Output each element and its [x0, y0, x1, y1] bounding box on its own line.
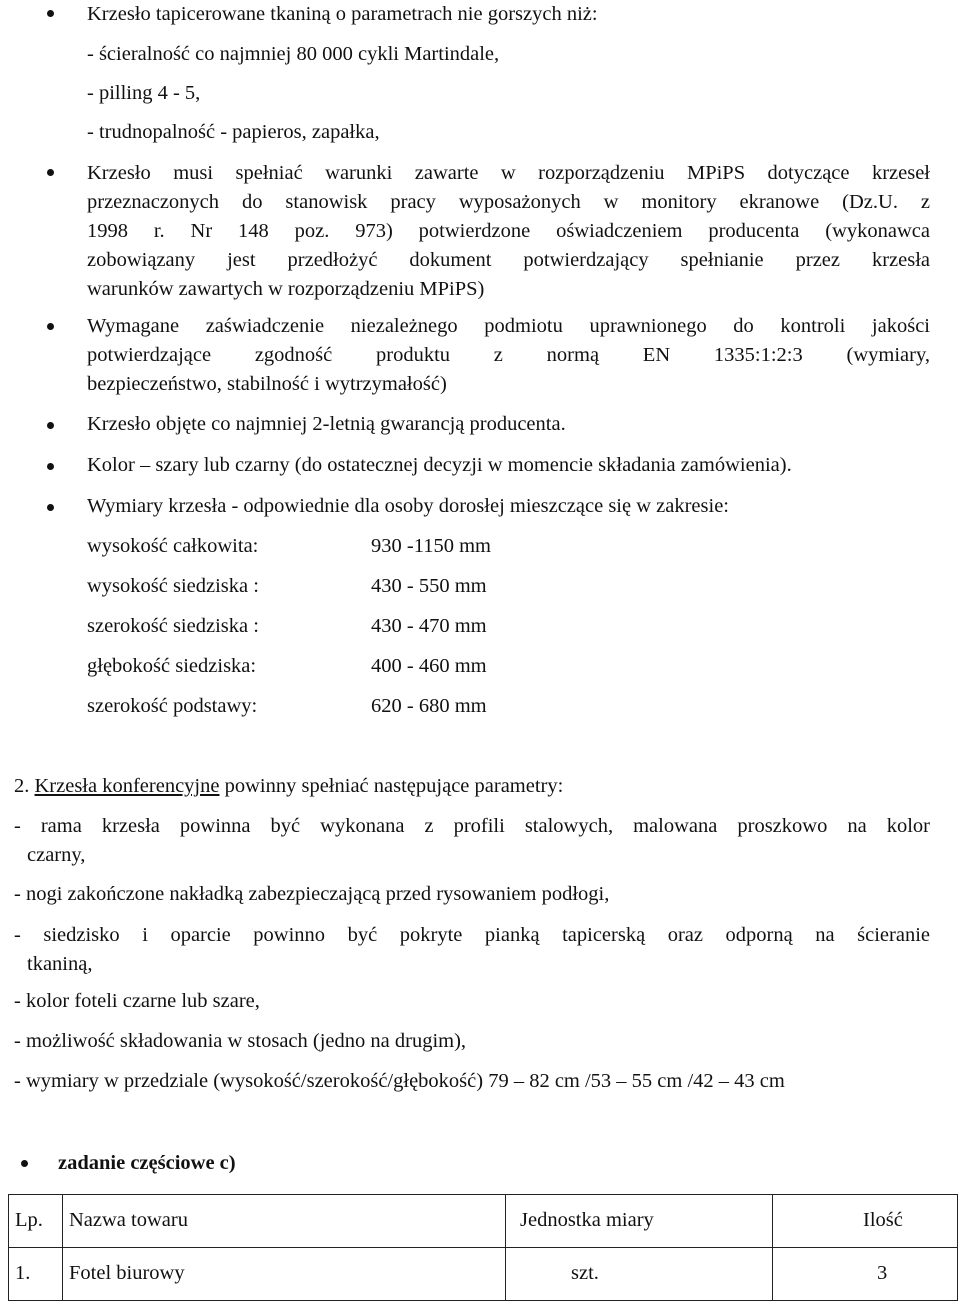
- dimension-value: 430 - 470 mm: [371, 615, 487, 637]
- dimensions-list: [87, 532, 587, 732]
- dimension-label: wysokość siedziska :: [87, 575, 259, 597]
- list-item: - nogi zakończone nakładką zabezpieczającą przed rysowaniem podłogi,: [14, 883, 610, 905]
- section-heading: [14, 772, 563, 802]
- chair-fabric-item: Krzesło tapicerowane tkaniną o parametrach nie gorszych niż:: [87, 3, 598, 25]
- bullet-dot: [47, 463, 54, 470]
- dimension-label: szerokość podstawy:: [87, 695, 258, 717]
- list-item: [87, 612, 587, 652]
- subtask-heading: zadanie częściowe c): [58, 1152, 236, 1174]
- dimensions-item: Wymiary krzesła - odpowiednie dla osoby dorosłej mieszczące się w zakresie:: [87, 495, 729, 517]
- section-title: Krzesła konferencyjne: [34, 775, 220, 797]
- list-item: - trudnopalność - papieros, zapałka,: [87, 121, 380, 143]
- conference-chair-params: [14, 812, 930, 870]
- header-cell: Nazwa towaru: [63, 1195, 506, 1248]
- bullet-dot: [21, 1160, 28, 1167]
- table-cell: 1.: [9, 1248, 63, 1301]
- dimension-label: głębokość siedziska:: [87, 655, 257, 677]
- list-item: - możliwość składowania w stosach (jedno na drugim),: [14, 1030, 467, 1052]
- bullet-dot: [47, 323, 54, 330]
- table-cell: 3: [773, 1248, 958, 1301]
- dimension-value: 430 - 550 mm: [371, 575, 487, 597]
- table-cell: szt.: [506, 1248, 773, 1301]
- warranty-item: Krzesło objęte co najmniej 2-letnią gwarancją producenta.: [87, 413, 566, 435]
- list-item: - pilling 4 - 5,: [87, 82, 201, 104]
- bullet-dot: [47, 504, 54, 511]
- section-intro: powinny spełniać następujące parametry:: [224, 775, 564, 797]
- list-item: - kolor foteli czarne lub szare,: [14, 990, 260, 1012]
- dimension-value: 620 - 680 mm: [371, 695, 487, 717]
- certificate-requirement: Wymagane zaświadczenie niezależnego podmiotu uprawnionego do kontroli jakości potwierdzające zgodność produktu z normą EN 1335:1:2:3 (wymiary, bezpieczeństwo, stabilność i wytrzymałość): [87, 315, 930, 395]
- items-table: [8, 1194, 958, 1301]
- list-item: - siedzisko i oparcie powinno być pokryte pianką tapicerską oraz odporną na ścieranie tkaniną,: [14, 924, 930, 975]
- bullet-dot: [47, 422, 54, 429]
- table-row: [9, 1248, 958, 1301]
- section-number: 2.: [14, 775, 30, 797]
- list-item: [87, 692, 587, 732]
- list-item: - rama krzesła powinna być wykonana z profili stalowych, malowana proszkowo na kolor: [14, 815, 930, 837]
- list-item: - ścieralność co najmniej 80 000 cykli Martindale,: [87, 43, 500, 65]
- bullet-dot: [47, 10, 54, 17]
- list-item: [87, 652, 587, 692]
- color-item: Kolor – szary lub czarny (do ostatecznej decyzji w momencie składania zamówienia).: [87, 454, 792, 476]
- list-item-continued: czarny,: [27, 844, 86, 866]
- header-cell: Jednostka miary: [506, 1195, 773, 1248]
- dimension-label: wysokość całkowita:: [87, 535, 259, 557]
- bullet-dot: [47, 169, 54, 176]
- list-item: [87, 572, 587, 612]
- table-cell: Fotel biurowy: [63, 1248, 506, 1301]
- dimension-value: 930 -1150 mm: [371, 535, 491, 557]
- header-cell: Ilość: [773, 1195, 958, 1248]
- list-item: - wymiary w przedziale (wysokość/szerokość/głębokość) 79 – 82 cm /53 – 55 cm /42 – 43 cm: [14, 1070, 785, 1092]
- regulation-requirement: Krzesło musi spełniać warunki zawarte w rozporządzeniu MPiPS dotyczące krzeseł przeznaczonych do stanowisk pracy wyposażonych w monitory ekranowe (Dz.U. z 1998 r. Nr 148 poz. 973) potwierdzone oświadczeniem producenta (wykonawca zobowiązany jest przedłożyć dokument potwierdzający spełnianie przez krzesła warunków zawartych w rozporządzeniu MPiPS): [87, 162, 930, 300]
- dimension-value: 400 - 460 mm: [371, 655, 487, 677]
- header-cell: Lp.: [9, 1195, 63, 1248]
- dimension-label: szerokość siedziska :: [87, 615, 259, 637]
- table-header-row: [9, 1195, 958, 1248]
- list-item: [87, 532, 587, 572]
